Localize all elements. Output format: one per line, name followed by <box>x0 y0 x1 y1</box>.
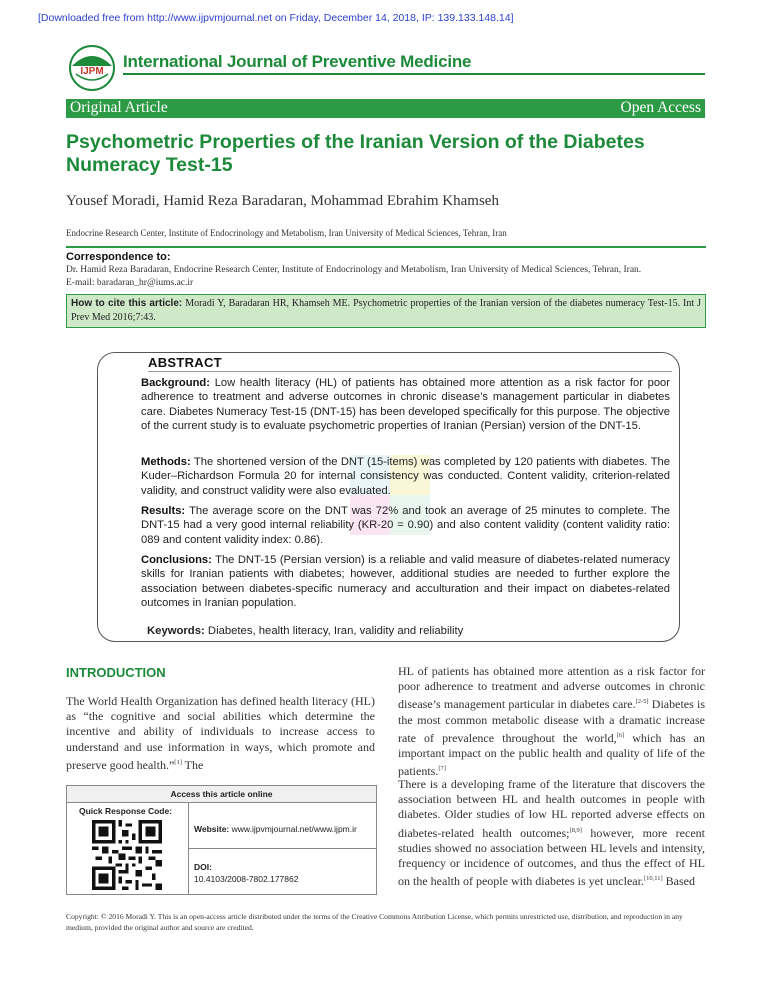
methods-text: The shortened version of the DNT (15-items) was completed by 120 patients with diabetes. The Kuder–Richardson Formula 20 for internal consistency was conducted. Content validity, criterion-related validity, and construct validity were also evaluated. <box>141 456 670 497</box>
section-rule <box>66 246 706 248</box>
title-line-2: Numeracy Test-15 <box>66 154 233 176</box>
journal-name: International Journal of Preventive Medicine <box>123 52 472 71</box>
access-heading: Access this article online <box>67 786 376 803</box>
abstract-heading: ABSTRACT <box>148 355 222 370</box>
abstract-background <box>141 376 670 434</box>
access-divider-h <box>189 848 376 849</box>
ref-8-9[interactable]: [8,9] <box>569 826 582 834</box>
website-row <box>194 824 357 834</box>
copyright-notice: Copyright: © 2016 Moradi Y. This is an open-access article distributed under the terms of the Creative Commons Attribution License, which permits unrestricted use, distribution, and reproduction in any medium, provided the original author and source are credited. <box>66 912 683 932</box>
website-label: Website: <box>194 824 230 834</box>
background-text: Low health literacy (HL) of patients has obtained more attention as a risk factor for poor adherence to treatment and adverse outcomes in chronic disease’s management particular in diabetes care. Diabetes Numeracy Test-15 (DNT-15) has been developed specifically for this purpose. The objective of the current study is to evaluate psychometric properties of Iranian (Persian) version of the DNT-15. <box>141 377 670 433</box>
correspondence-address: Dr. Hamid Reza Baradaran, Endocrine Research Center, Institute of Endocrinology and Metabolism, Iran University of Medical Sciences, Tehran, Iran. <box>66 265 642 275</box>
abstract-conclusions <box>141 553 670 611</box>
article-title <box>66 131 706 177</box>
title-line-1: Psychometric Properties of the Iranian Version of the Diabetes <box>66 131 645 153</box>
keywords-label: Keywords: <box>147 625 205 637</box>
abstract-methods <box>141 455 670 498</box>
ref-6[interactable]: [6] <box>616 731 625 739</box>
doi-label: DOI: <box>194 862 212 872</box>
introduction-heading: INTRODUCTION <box>66 665 166 680</box>
results-text: The average score on the DNT was 72% and took an average of 25 minutes to complete. The DNT-15 had a very good internal reliability (KR-20 = 0.90) and also content validity (content validity ratio: 089 and content validity index: 0.86). <box>141 505 670 546</box>
conclusions-text: The DNT-15 (Persian version) is a reliable and valid measure of diabetes-related numeracy skills for Iranian patients with diabetes; however, additional studies are needed to further explore the association between diabetes-specific numeracy and acculturation and their impact on diabetes-related outcomes in Iranian population. <box>141 554 670 610</box>
qr-code-icon[interactable] <box>92 820 162 890</box>
results-label: Results: <box>141 505 186 517</box>
conclusions-label: Conclusions: <box>141 554 212 566</box>
intro-paragraph-1 <box>66 694 375 773</box>
background-label: Background: <box>141 377 210 389</box>
col2-p1-a: HL of patients has obtained more attention as a risk factor for poor adherence to treatment and adverse outcomes in chronic disease’s management particular in diabetes care. <box>398 664 705 712</box>
website-link[interactable]: www.ijpvmjournal.net/www.ijpm.ir <box>231 824 357 834</box>
col2-p2-b: however, more recent studies showed no association between HL levels and intensity, frequency or incidence of outcomes, and thus the effect of HL on the health of people with diabetes is yet unclear. <box>398 825 705 889</box>
article-type: Original Article <box>70 99 168 116</box>
keywords <box>147 625 463 637</box>
citation-label: How to cite this article: <box>71 298 183 309</box>
col2-p2-a: There is a developing frame of the literature that discovers the association between HL and health outcomes in people with diabetes. Older studies of low HL reported adverse effects on diabetes-related health outcomes; <box>398 777 705 840</box>
download-banner[interactable]: [Downloaded free from http://www.ijpvmjournal.net on Friday, December 14, 2018, IP: 139.133.148.14] <box>38 12 514 24</box>
logo-text: IJPM <box>80 66 104 77</box>
intro-col2-paragraph-1 <box>398 664 705 779</box>
col2-p2-c: Based <box>662 874 695 889</box>
ref-10-11[interactable]: [10,11] <box>643 875 663 883</box>
citation-box <box>66 294 706 328</box>
authors: Yousef Moradi, Hamid Reza Baradaran, Mohammad Ebrahim Khamseh <box>66 193 499 209</box>
abstract-results <box>141 504 670 547</box>
open-access-label: Open Access <box>620 99 701 116</box>
correspondence-heading: Correspondence to: <box>66 251 171 263</box>
journal-logo <box>68 44 116 92</box>
ref-2-5[interactable]: [2-5] <box>635 698 649 706</box>
correspondence-email[interactable]: E-mail: baradaran_hr@iums.ac.ir <box>66 278 194 288</box>
keywords-text: Diabetes, health literacy, Iran, validity and reliability <box>207 625 464 637</box>
intro-p1-end: The <box>181 757 204 772</box>
methods-label: Methods: <box>141 456 191 468</box>
col2-p1-c: which has an important impact on the public health and quality of life of the patients. <box>398 730 705 779</box>
intro-col2-paragraph-2 <box>398 777 705 889</box>
ref-7[interactable]: [7] <box>438 765 446 773</box>
col2-p1-b: Diabetes is the most common metabolic disease with a dramatic increase rate of prevalence throughout the world, <box>398 697 705 745</box>
journal-rule <box>123 73 705 75</box>
ref-1[interactable]: [1] <box>174 758 182 766</box>
qr-label: Quick Response Code: <box>79 806 173 816</box>
affiliation: Endocrine Research Center, Institute of Endocrinology and Metabolism, Iran University of Medical Sciences, Tehran, Iran <box>66 228 507 238</box>
abstract-rule <box>148 371 672 372</box>
citation-text: Moradi Y, Baradaran HR, Khamseh ME. Psychometric properties of the Iranian version of the diabetes numeracy Test-15. Int J Prev Med 2016;7:43. <box>71 298 702 323</box>
intro-p1-text: The World Health Organization has defined health literacy (HL) as “the cognitive and social abilities which determine the incentive and ability of individuals to increase access to understand and use information in ways, which promote and preserve good health.” <box>66 694 375 772</box>
doi-value[interactable]: 10.4103/2008-7802.177862 <box>194 874 299 884</box>
article-type-bar <box>66 99 705 118</box>
